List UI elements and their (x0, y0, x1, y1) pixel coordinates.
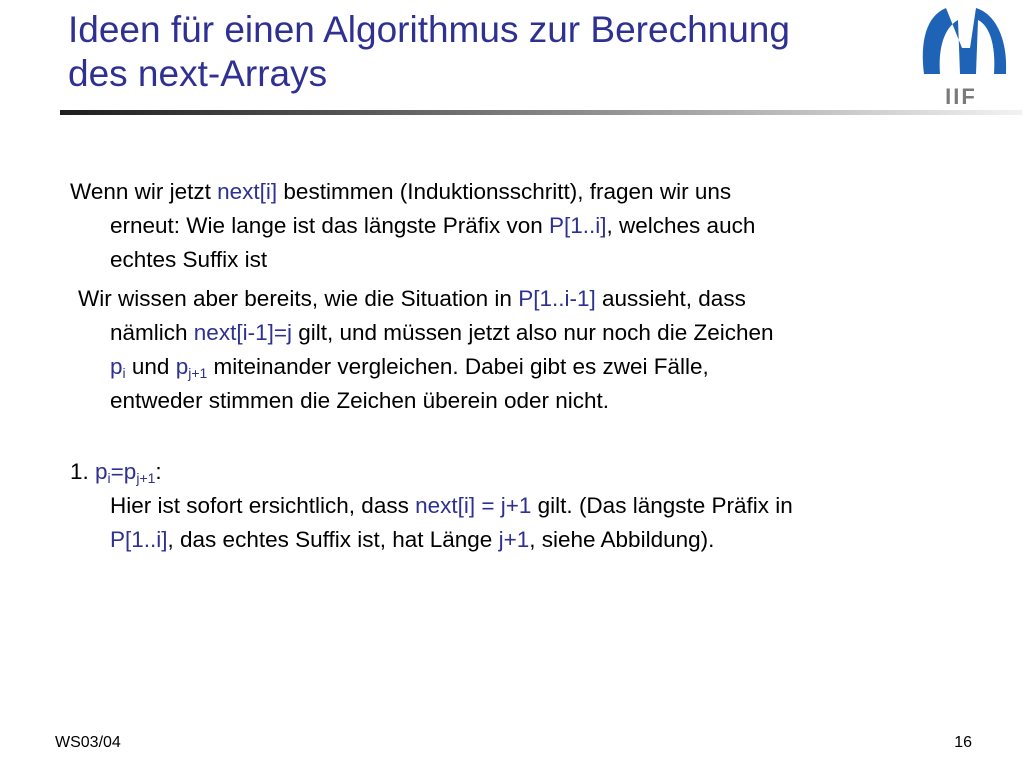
paragraph-1 (70, 175, 990, 277)
text: p (175, 354, 189, 379)
case-1-line-2 (70, 489, 990, 523)
slide-body (70, 175, 990, 557)
text: gilt. (Das längste Präfix in (531, 493, 793, 518)
next-i-term: next[i] (217, 179, 278, 204)
text: p (110, 354, 123, 379)
text: gilt, und müssen jetzt also nur noch die Zeichen (291, 320, 774, 345)
text: : (155, 459, 162, 484)
text: miteinander vergleichen. Dabei gibt es zwei Fälle, (207, 354, 709, 379)
p1-line-2 (70, 209, 990, 243)
paragraph-2 (70, 282, 990, 418)
text: aussieht, dass (595, 286, 746, 311)
text: erneut: Wie lange ist das längste Präfix von (110, 213, 549, 238)
text: bestimmen (Induktionsschritt), fragen wir uns (277, 179, 732, 204)
slide-title (68, 8, 918, 96)
text: Wenn wir jetzt (70, 179, 218, 204)
footer-semester: WS03/04 (55, 734, 121, 751)
text: nämlich (110, 320, 194, 345)
p2-line-2 (70, 316, 990, 350)
subscript: i (122, 365, 126, 381)
next-result-term: next[i] = j+1 (415, 493, 532, 518)
title-divider (60, 110, 1022, 115)
subscript: j+1 (188, 365, 208, 381)
prefix-term: P[1..i] (548, 213, 607, 238)
case-number: 1. (70, 459, 96, 484)
text: und (125, 354, 176, 379)
subscript: j+1 (136, 470, 156, 486)
text: Wir wissen aber bereits, wie die Situation in (78, 286, 519, 311)
iif-logo (916, 4, 1008, 108)
prefix-term: P[1..i] (110, 527, 168, 552)
p-j1-term (176, 354, 208, 379)
case-1 (70, 455, 990, 557)
text: =p (110, 459, 137, 484)
logo-text: IIF (945, 84, 977, 108)
next-term: next[i-1]=j (193, 320, 292, 345)
page-number: 16 (954, 734, 972, 751)
p-i-term (110, 354, 126, 379)
length-term: j+1 (498, 527, 530, 552)
p1-line-1 (70, 175, 990, 209)
p2-line-4: entweder stimmen die Zeichen überein oder nicht. (110, 388, 610, 413)
case-1-heading (70, 455, 990, 489)
title-line-2: des next-Arrays (68, 53, 328, 94)
text: , welches auch (606, 213, 756, 238)
case-1-line-3 (70, 523, 990, 557)
text: Hier ist sofort ersichtlich, dass (110, 493, 416, 518)
prefix-term: P[1..i-1] (518, 286, 596, 311)
text: , das echtes Suffix ist, hat Länge (167, 527, 499, 552)
text: p (95, 459, 108, 484)
case-condition (95, 459, 155, 484)
text: , siehe Abbildung). (529, 527, 715, 552)
p1-line-3: echtes Suffix ist (110, 247, 268, 272)
p2-line-1 (70, 282, 990, 316)
title-line-1: Ideen für einen Algorithmus zur Berechnung (68, 9, 790, 50)
subscript: i (107, 470, 111, 486)
p2-line-3 (70, 350, 990, 384)
logo-blue-shape (923, 8, 1006, 74)
